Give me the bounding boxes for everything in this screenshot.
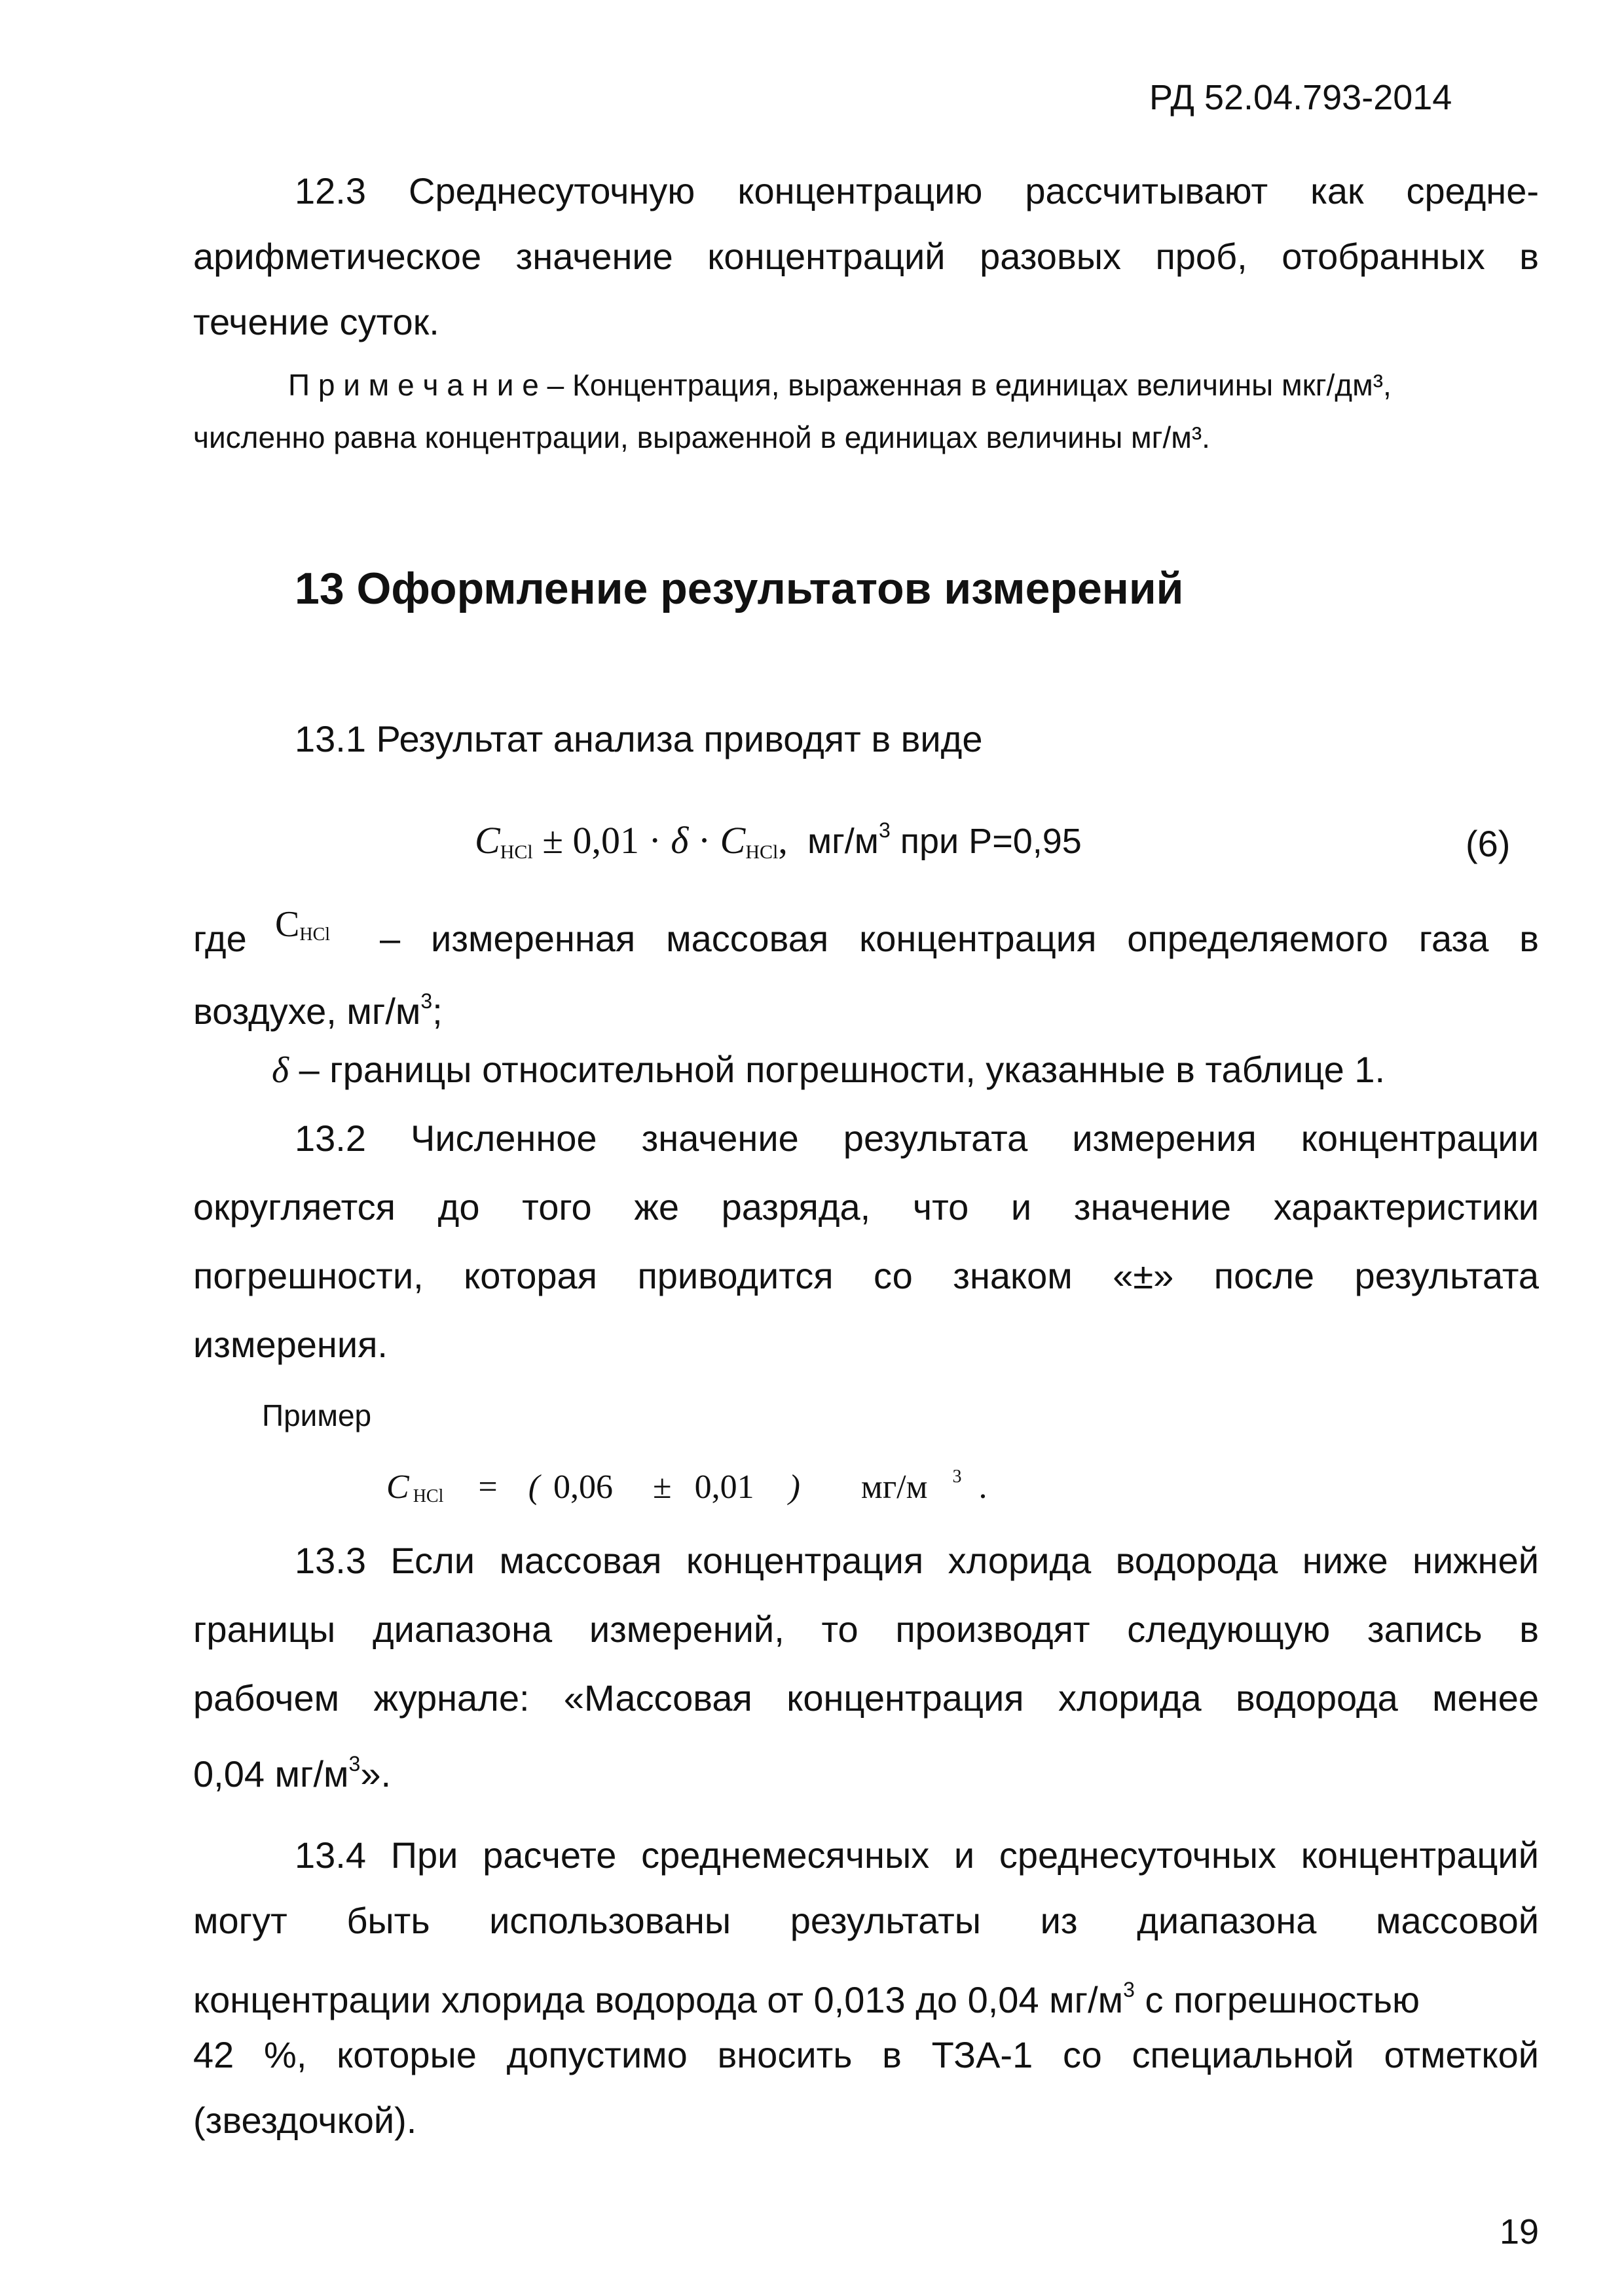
note-label: П р и м е ч а н и е bbox=[288, 368, 539, 402]
where-lead: где bbox=[193, 918, 247, 959]
paragraph-13-4-line-4: 42 %, которые допустимо вносить в ТЗА-1 со специальной отметкой bbox=[193, 2034, 1539, 2075]
paragraph-12-3-line-2: арифметическое значение концентраций разовых проб, отобранных в bbox=[193, 236, 1539, 277]
formula-pm: ± 0,01 · bbox=[532, 819, 671, 862]
paragraph-13-2-line-4: измерения. bbox=[193, 1324, 388, 1365]
note-line-1 bbox=[288, 367, 1392, 403]
section-heading: 13 Оформление результатов измерений bbox=[295, 564, 1184, 613]
paragraph-13-3-line-4: 0,04 $мг/м^3$». bbox=[193, 1752, 392, 1795]
example-label: Пример bbox=[262, 1398, 372, 1432]
formula-c: C bbox=[475, 819, 500, 862]
paragraph-13-2-line-2: округляется до того же разряда, что и значение характеристики bbox=[193, 1186, 1539, 1228]
where-symbol: CHCl bbox=[275, 904, 331, 945]
formula-c2-sub: HCl bbox=[745, 841, 779, 863]
page-number: 19 bbox=[1500, 2212, 1540, 2251]
paragraph-13-4-line-3: концентрации хлорида водорода от 0,013 до 0,04 $мг/м^3$ с погрешностью bbox=[193, 1978, 1420, 2020]
formula-6 bbox=[475, 818, 1082, 864]
formula-delta: δ bbox=[671, 819, 689, 862]
paragraph-13-4-line-2: могут быть использованы результаты из диапазона массовой bbox=[193, 1900, 1539, 1941]
paragraph-13-2-line-3: погрешности, которая приводится со знаком «±» после результата bbox=[193, 1255, 1539, 1296]
note-text-1: – Концентрация, выраженная в единицах величины мкг/дм³, bbox=[538, 368, 1392, 402]
formula-dot: · bbox=[688, 819, 720, 862]
paragraph-12-3-line-3: течение суток. bbox=[193, 301, 439, 342]
formula-comma: , bbox=[778, 819, 788, 862]
where-line-1: – измеренная массовая концентрация определяемого газа в bbox=[380, 918, 1539, 959]
paragraph-13-2-line-1: 13.2 Численное значение результата измерения концентрации bbox=[295, 1118, 1539, 1159]
paragraph-12-3-line-1: 12.3 Среднесуточную концентрацию рассчитывают как средне- bbox=[295, 170, 1539, 211]
where-line-3: δ – границы относительной погрешности, указанные в таблице 1. bbox=[272, 1049, 1386, 1091]
delta-symbol: δ bbox=[272, 1050, 289, 1091]
example-formula: C HCl = ( 0,06 ± 0,01 ) мг/м $^3$ . bbox=[386, 1467, 987, 1506]
paragraph-13-3-line-3: рабочем журнале: «Массовая концентрация хлорида водорода менее bbox=[193, 1677, 1539, 1719]
paragraph-13-4-line-1: 13.4 При расчете среднемесячных и среднесуточных концентраций bbox=[295, 1834, 1539, 1876]
paragraph-13-3-line-2: границы диапазона измерений, то производят следующую запись в bbox=[193, 1609, 1539, 1650]
formula-units: $мг/м^3$ bbox=[807, 818, 891, 861]
formula-condition: при P=0,95 bbox=[890, 822, 1082, 861]
paragraph-13-4-line-5: (звездочкой). bbox=[193, 2100, 417, 2141]
formula-c-sub: HCl bbox=[500, 841, 533, 863]
where-line-2: воздухе, $мг/м^3$; bbox=[193, 989, 443, 1032]
formula-number: (6) bbox=[1466, 823, 1511, 864]
formula-c2: C bbox=[720, 819, 746, 862]
paragraph-13-3-line-1: 13.3 Если массовая концентрация хлорида водорода ниже нижней bbox=[295, 1540, 1539, 1581]
note-line-2: численно равна концентрации, выраженной в единицах величины мг/м³. bbox=[193, 420, 1210, 454]
paragraph-13-1: 13.1 Результат анализа приводят в виде bbox=[295, 718, 983, 759]
document-code: РД 52.04.793-2014 bbox=[1149, 78, 1452, 117]
